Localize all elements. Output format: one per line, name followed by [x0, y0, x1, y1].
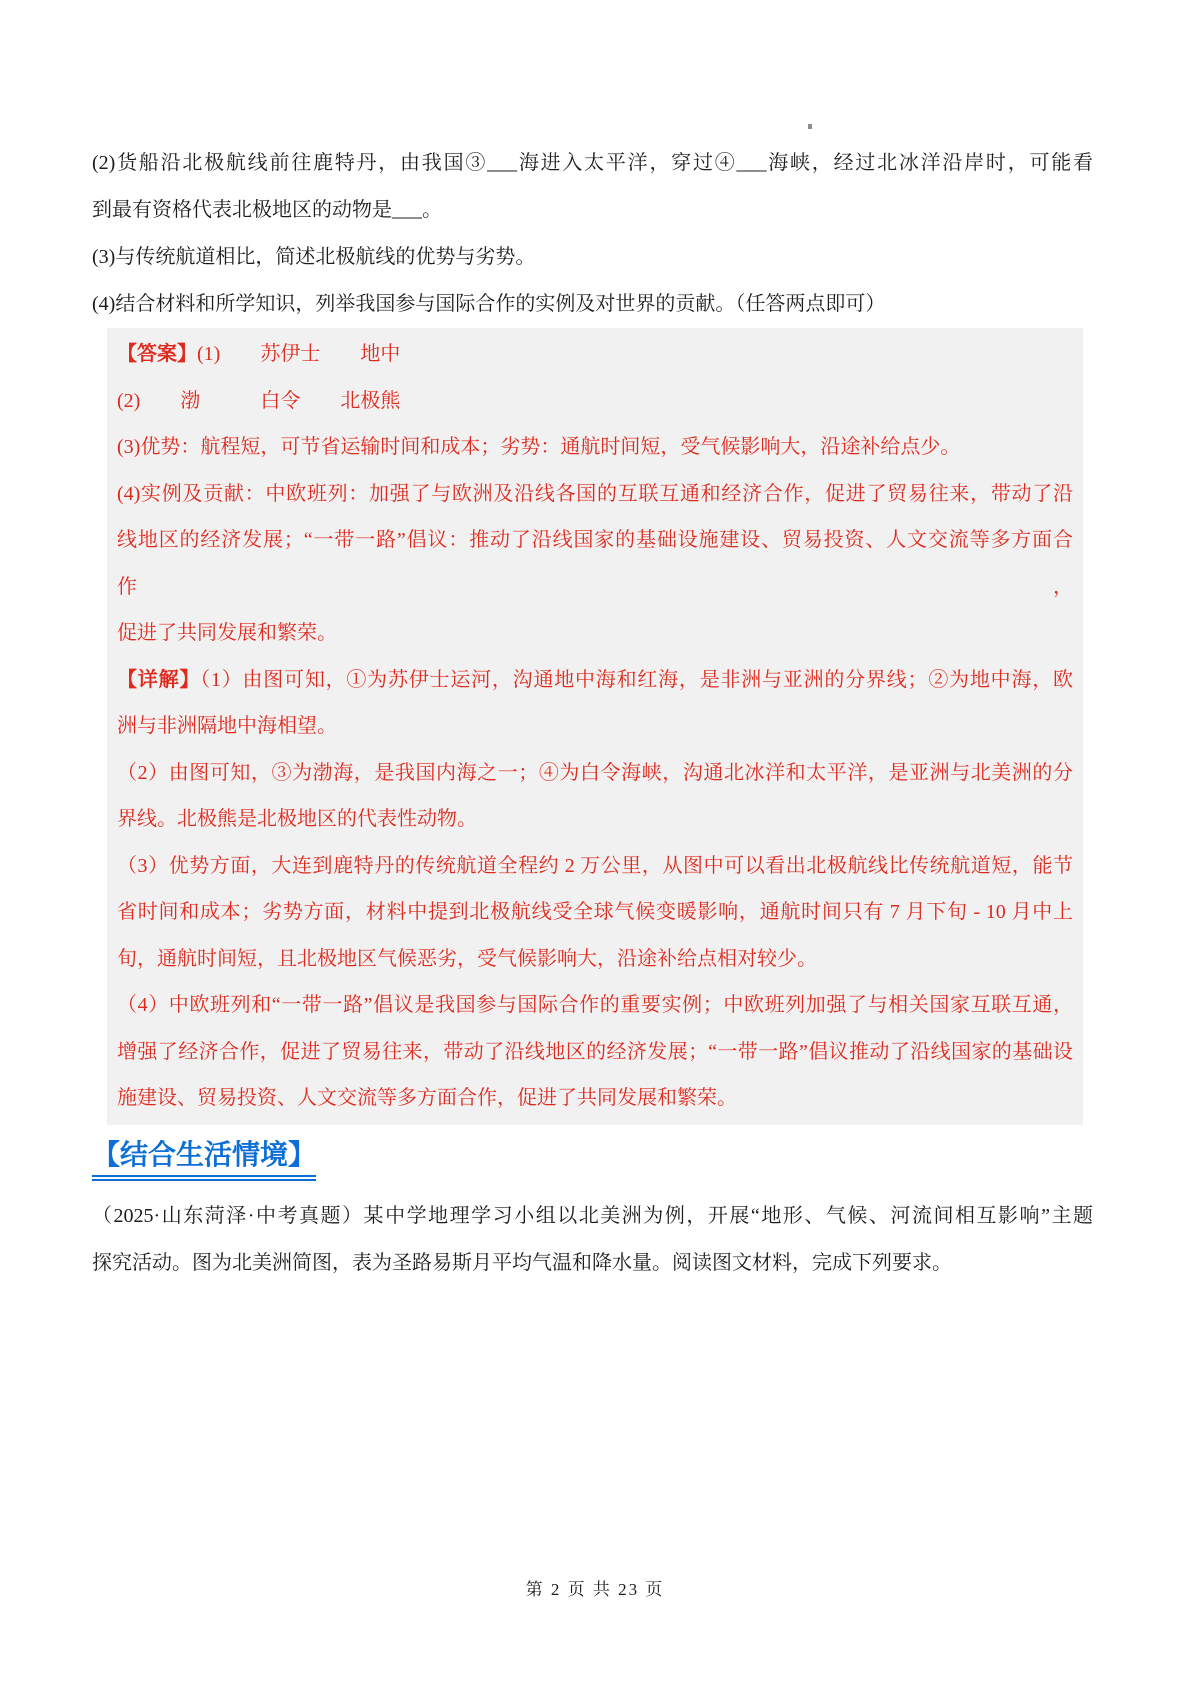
text-line: （2025·山东菏泽·中考真题）某中学地理学习小组以北美洲为例，开展“地形、气候、河流间相互影响”主题: [92, 1204, 1093, 1227]
context-paragraph: [92, 1193, 1093, 1287]
text-line: 界线。北极熊是北极地区的代表性动物。: [117, 808, 477, 830]
text-line: (4)结合材料和所学知识，列举我国参与国际合作的实例及对世界的贡献。（任答两点即可）: [92, 293, 886, 315]
question-paragraph: [92, 140, 1093, 328]
text-line: 到最有资格代表北极地区的动物是___。: [92, 199, 442, 221]
text-line: （4）中欧班列和“一带一路”倡议是我国参与国际合作的重要实例；中欧班列加强了与相关国家互联互通，: [117, 994, 1073, 1016]
text-line: 【答案】(1) 苏伊士 地中: [117, 343, 401, 365]
stray-mark: [808, 124, 812, 129]
answer-label: 【答案】: [117, 343, 197, 365]
text-line: （2）由图可知，③为渤海，是我国内海之一；④为白令海峡，沟通北冰洋和太平洋，是亚洲与北美洲的分: [117, 761, 1073, 784]
text-line: (3)与传统航道相比，简述北极航线的优势与劣势。: [92, 246, 536, 268]
text-line: 线地区的经济发展；“一带一路”倡议：推动了沿线国家的基础设施建设、贸易投资、人文交流等多方面合作，: [117, 529, 1073, 598]
text-line: 施建设、贸易投资、人文交流等多方面合作，促进了共同发展和繁荣。: [117, 1087, 737, 1109]
text-line: 【详解】（1）由图可知，①为苏伊士运河，沟通地中海和红海，是非洲与亚洲的分界线；②为地中海，欧: [117, 668, 1074, 691]
answer-explanation-block: [107, 328, 1083, 1125]
text-line: 促进了共同发展和繁荣。: [117, 622, 337, 644]
text-line: （3）优势方面，大连到鹿特丹的传统航道全程约 2 万公里，从图中可以看出北极航线比传统航道短，能节: [117, 854, 1073, 877]
text-line: (2)货船沿北极航线前往鹿特丹，由我国③___海进入太平洋，穿过④___海峡，经过北冰洋沿岸时，可能看: [92, 152, 1093, 174]
text-line: 增强了经济合作，促进了贸易往来，带动了沿线地区的经济发展；“一带一路”倡议推动了沿线国家的基础设: [117, 1040, 1073, 1063]
answer-label: 【详解】: [117, 668, 201, 691]
text-line: 探究活动。图为北美洲简图，表为圣路易斯月平均气温和降水量。阅读图文材料，完成下列要求。: [92, 1251, 952, 1274]
text-line: (4)实例及贡献：中欧班列：加强了与欧洲及沿线各国的互联互通和经济合作，促进了贸易往来，带动了沿: [117, 482, 1073, 505]
page-number: 第 2 页 共 23 页: [525, 1580, 665, 1599]
text-line: (3)优势：航程短，可节省运输时间和成本；劣势：通航时间短，受气候影响大，沿途补给点少。: [117, 436, 961, 458]
page-content: [92, 140, 1093, 1287]
text-line: 省时间和成本；劣势方面，材料中提到北极航线受全球气候变暖影响，通航时间只有 7 月下旬 - 10 月中上: [117, 901, 1073, 923]
text-line: 旬，通航时间短，且北极地区气候恶劣，受气候影响大，沿途补给点相对较少。: [117, 947, 817, 970]
text-line: 洲与非洲隔地中海相望。: [117, 715, 337, 737]
text-line: (2) 渤 白令 北极熊: [117, 389, 401, 412]
section-heading: 【结合生活情境】: [92, 1138, 316, 1181]
